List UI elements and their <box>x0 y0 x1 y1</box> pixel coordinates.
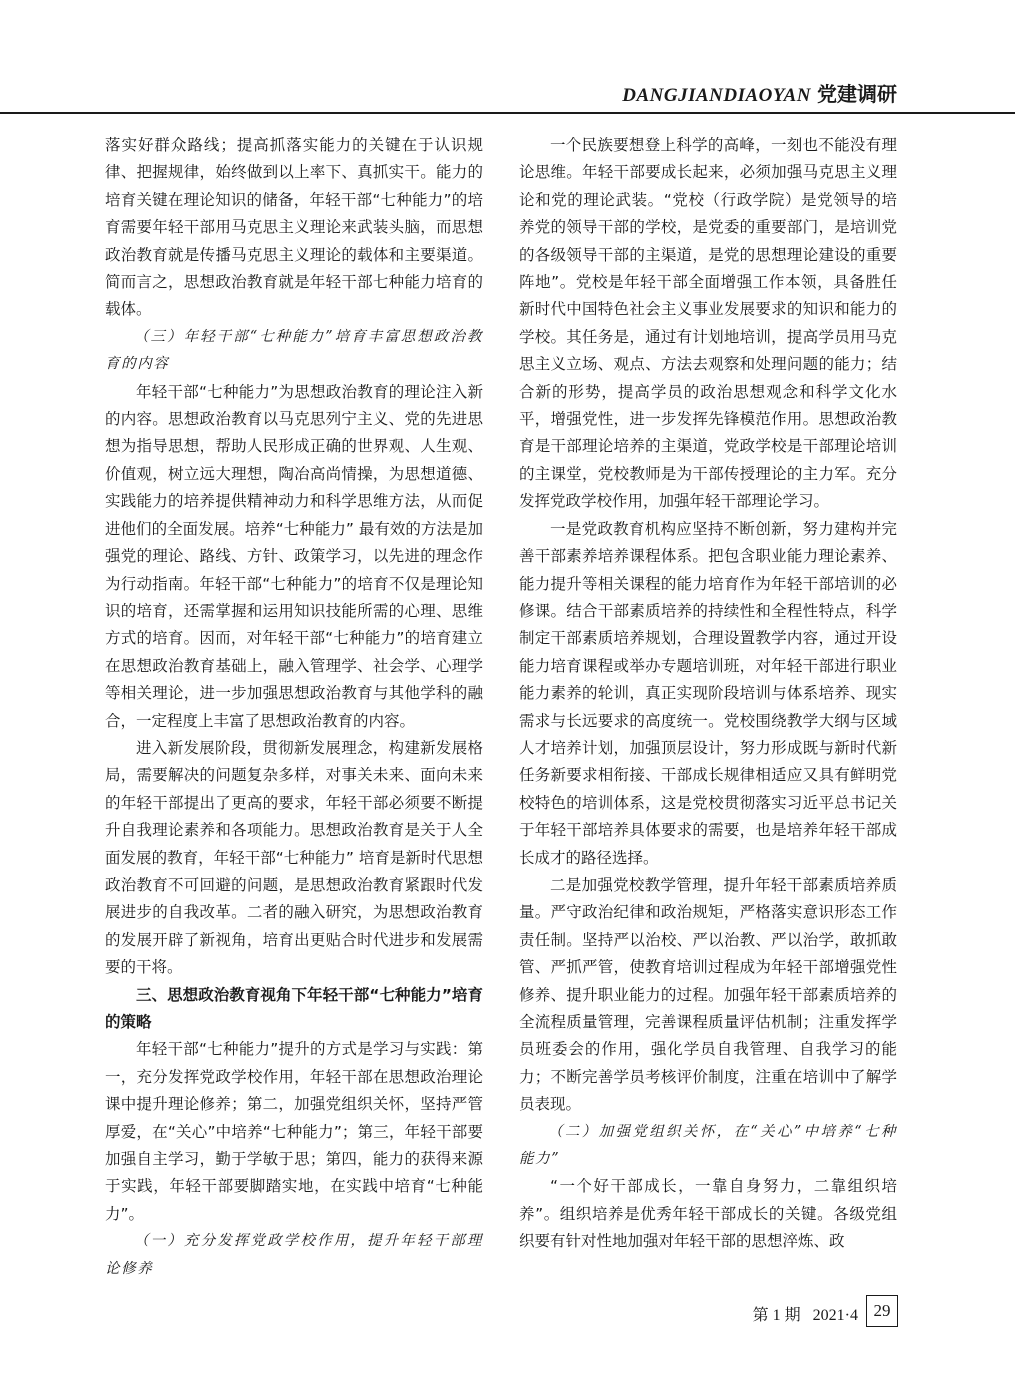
subheading-2: （二）加强党组织关怀，在“关心”中培养“七种能力” <box>519 1123 897 1168</box>
journal-column-title <box>622 78 897 107</box>
paragraph-continuation: 落实好群众路线；提高抓落实能力的关键在于认识规律、把握规律，始终做到以上率下、真抓实干。能力的培育关键在理论知识的储备，年轻干部“七种能力”的培育需要年轻干部用马克思主义理论来武装头脑，而思想政治教育就是传播马克思主义理论的载体和主要渠道。简而言之，思想政治教育就是年轻干部七种能力培育的载体。 <box>105 136 483 319</box>
subheading-1: （一）充分发挥党政学校作用，提升年轻干部理论修养 <box>105 1233 483 1277</box>
page-footer <box>640 1295 902 1329</box>
paragraph: 一是党政教育机构应坚持不断创新，努力建构并完善干部素养培养课程体系。把包含职业能力理论素养、能力提升等相关课程的能力培育作为年轻干部培训的必修课。结合干部素质培养的持续性和全程性特点，科学制定干部素质培养规划，合理设置教学内容，通过开设能力培育课程或举办专题培训班，对年轻干部进行职业能力素养的轮训，真正实现阶段培训与体系培养、现实需求与长远要求的高度统一。党校围绕教学大纲与区域人才培养计划，加强顶层设计，努力形成既与新时代新任务新要求相衔接、干部成长规律相适应又具有鲜明党校特色的培训体系，这是党校贯彻落实习近平总书记关于年轻干部培养具体要求的需要，也是培养年轻干部成长成才的路径选择。 <box>519 519 897 867</box>
page-number: 29 <box>866 1295 898 1327</box>
paragraph: 二是加强党校教学管理，提升年轻干部素质培养质量。严守政治纪律和政治规矩，严格落实意识形态工作责任制。坚持严以治校、严以治教、严以治学，敢抓敢管、严抓严管，使教育培训过程成为年轻干部增强党性修养、提升职业能力的过程。加强年轻干部素质培养的全流程质量管理，完善课程质量评估机制；注重发挥学员班委会的作用，强化学员自我管理、自我学习的能力；不断完善学员考核评价制度，注重在培训中了解学员表现。 <box>519 875 897 1114</box>
column-title-english: DANGJIANDIAOYAN <box>622 85 811 106</box>
issue-number: 第 1 期 <box>752 1307 801 1324</box>
left-column <box>105 132 483 1283</box>
subheading-3: （三）年轻干部“七种能力”培育丰富思想政治教育的内容 <box>105 328 483 373</box>
page-header <box>0 70 1015 114</box>
right-column <box>519 132 897 1256</box>
issue-date: 2021·4 <box>812 1307 858 1324</box>
paragraph: 年轻干部“七种能力”为思想政治教育的理论注入新的内容。思想政治教育以马克思列宁主义、党的先进思想为指导思想，帮助人民形成正确的世界观、人生观、价值观，树立远大理想，陶冶高尚情操，为思想道德、实践能力的培养提供精神动力和科学思维方法，从而促进他们的全面发展。培养“七种能力” 最有效的方法是加强党的理论、路线、方针、政策学习，以先进的理念作为行动指南。年轻干部“七种能力”的培育不仅是理论知识的培育，还需掌握和运用知识技能所需的心理、思维方式的培育。因而，对年轻干部“七种能力”的培育建立在思想政治教育基础上，融入管理学、社会学、心理学等相关理论，进一步加强思想政治教育与其他学科的融合，一定程度上丰富了思想政治教育的内容。 <box>105 382 483 730</box>
paragraph: “一个好干部成长，一靠自身努力，二靠组织培养”。组织培养是优秀年轻干部成长的关键。各级党组织要有针对性地加强对年轻干部的思想淬炼、政 <box>519 1177 897 1251</box>
column-title-chinese: 党建调研 <box>817 82 897 106</box>
issue-info <box>753 1302 858 1325</box>
paragraph: 年轻干部“七种能力”提升的方式是学习与实践：第一，充分发挥党政学校作用，年轻干部在思想政治理论课中提升理论修养；第二，加强党组织关怀，坚持严管厚爱，在“关心”中培养“七种能力”；第三，年轻干部要加强自主学习，勤于学敏于思；第四，能力的获得来源于实践，年轻干部要脚踏实地，在实践中培育“七种能力”。 <box>105 1040 483 1223</box>
paragraph: 进入新发展阶段，贯彻新发展理念，构建新发展格局，需要解决的问题复杂多样，对事关未来、面向未来的年轻干部提出了更高的要求，年轻干部必须要不断提升自我理论素养和各项能力。思想政治教育是关于人全面发展的教育，年轻干部“七种能力” 培育是新时代思想政治教育不可回避的问题，是思想政治教育紧跟时代发展进步的自我改革。二者的融入研究，为思想政治教育的发展开辟了新视角，培育出更贴合时代进步和发展需要的干将。 <box>105 738 483 977</box>
section-heading-3: 三、思想政治教育视角下年轻干部“七种能力”培育的策略 <box>105 985 483 1031</box>
paragraph: 一个民族要想登上科学的高峰，一刻也不能没有理论思维。年轻干部要成长起来，必须加强马克思主义理论和党的理论武装。“党校（行政学院）是党领导的培养党的领导干部的学校，是党委的重要部门，是培训党的各级领导干部的主渠道，是党的思想理论建设的重要阵地”。党校是年轻干部全面增强工作本领，具备胜任新时代中国特色社会主义事业发展要求的知识和能力的学校。其任务是，通过有计划地培训，提高学员用马克思主义立场、观点、方法去观察和处理问题的能力；结合新的形势，提高学员的政治思想观念和科学文化水平，增强党性，进一步发挥先锋模范作用。思想政治教育是干部理论培养的主渠道，党政学校是干部理论培训的主课堂，党校教师是为干部传授理论的主力军。充分发挥党政学校作用，加强年轻干部理论学习。 <box>519 136 897 511</box>
header-divider <box>0 112 1015 114</box>
